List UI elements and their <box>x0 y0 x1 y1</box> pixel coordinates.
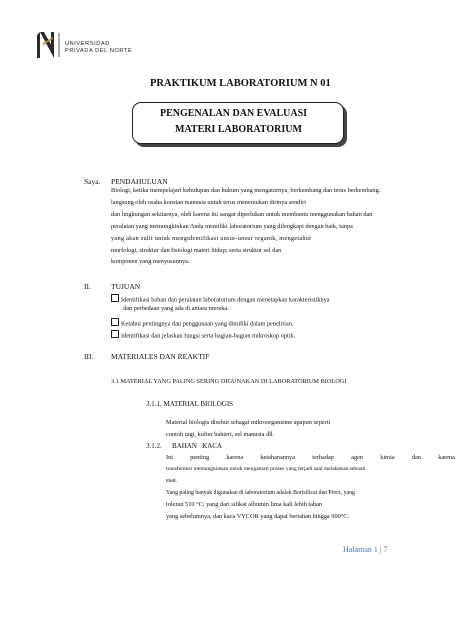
word: karena <box>226 454 244 461</box>
section1-number: Saya. <box>84 177 101 186</box>
university-logo <box>35 30 165 60</box>
section3-heading: MATERIALES DAN REAKTIF <box>111 352 210 361</box>
word: ketahanannya <box>260 454 295 461</box>
subtitle-line2: MATERI LABORATORIUM <box>175 124 302 135</box>
section1-line1: Biologi, ketika mempelajari kehidupan dan hukum yang mengaturnya, berkembang dan terus berkembang. <box>111 187 381 194</box>
section1-heading: PENDAHULUAN <box>111 177 168 186</box>
section2-bullet3 <box>111 330 295 340</box>
subtitle-line1: PENGENALAN DAN EVALUASI <box>160 108 308 119</box>
section2-heading: TUJUAN <box>111 282 141 291</box>
subsection-3-1-2-line4: Yang paling banyak digunakan di laboratorium adalah Borisilicat dan Pirex, yang <box>166 490 355 496</box>
section2-bullet3-text: Identifikasi dan jelaskan fungsi serta bagian-bagian mikroskop optik. <box>121 332 296 340</box>
section2-bullet2-text: Ketahui pentingnya dan penggunaan yang dimiliki dalam penelitian. <box>121 320 294 328</box>
subsection-3-1-heading: 3.1 MATERIAL YANG PALING SERING DIGUNAKAN DI LABORATORIUM BIOLOGI <box>111 378 347 385</box>
section1-line7: komponen yang menyusunnya. <box>111 258 190 265</box>
subsection-3-1-2-heading: BAHAN KACA <box>172 442 222 450</box>
subsection-3-1-2-line1 <box>166 455 455 461</box>
section2-number: II. <box>84 282 91 291</box>
word: kimia <box>380 454 395 461</box>
word: karena <box>438 454 455 461</box>
subsection-3-1-2-line3: esai. <box>166 477 178 484</box>
logo-text-line1: UNIVERSIDAD <box>65 41 110 47</box>
section2-bullet2 <box>111 318 293 328</box>
checkbox-bullet-icon <box>111 330 119 338</box>
subsection-3-1-1-line2: contoh ragi, kultur bakteri, sel manusia dll. <box>166 431 275 438</box>
word: terhadap <box>312 454 334 461</box>
subsection-3-1-1-line1: Material biologis disebut sebagai mikroorganisme apapun seperti <box>166 419 331 426</box>
section1-line4: peralatan yang memungkinkan Anda memiliki laboratorium yang dilengkapi dengan baik, tanpa <box>111 223 353 230</box>
section2-bullet1-text: Identifikasi bahan dan peralatan laboratorium dengan menetapkan karakteristiknya <box>121 296 330 304</box>
word: dan <box>411 454 421 461</box>
section1-line6: morfologi, struktur dan fisiologi materi hidup; serta struktur sel dan <box>111 247 282 254</box>
section3-number: III. <box>84 352 94 361</box>
word: Ini <box>166 454 173 461</box>
subsection-3-1-2-number: 3.1.2. <box>146 442 162 450</box>
page-number: Halaman 1 | 7 <box>343 545 388 554</box>
section1-line3: dan lingkungan sekitarnya, oleh karena itu sangat diperlukan untuk membantu menggunakan bahan dan <box>111 211 373 218</box>
subsection-3-1-2-line6: yang sebelumnya, dan kaca VYCOR yang dapat bertahan hingga 900°C. <box>166 513 350 520</box>
page-title: PRAKTIKUM LABORATORIUM N 01 <box>150 78 331 89</box>
word: agen <box>351 454 364 461</box>
subsection-3-1-2-line2: transferensi memungkinkan untuk mengamati proses yang terjadi saat melakukan sebuah <box>166 466 366 472</box>
checkbox-bullet-icon <box>111 318 119 326</box>
logo-text-line2: PRIVADA DEL NORTE <box>65 48 133 54</box>
word: penting <box>190 454 210 461</box>
section1-line2: langsung oleh usaha konstan manusia untuk terus menemukan dirinya sendiri <box>111 199 306 206</box>
subsection-3-1-2-line5: toleran 510 °C; yang dari silikat albumin lima kali lebih tahan <box>166 501 323 508</box>
section2-bullet1 <box>111 294 330 304</box>
checkbox-bullet-icon <box>111 294 119 302</box>
section1-line5: yang akan sulit untuk mengidentifikasi unsur-unsur organik, mengetahui <box>111 235 312 242</box>
section2-bullet1-cont: dan perbedaan yang ada di antara mereka. <box>123 305 229 312</box>
subsection-3-1-1-heading: 3.1.1. MATERIAL BIOLOGIS <box>146 400 234 408</box>
